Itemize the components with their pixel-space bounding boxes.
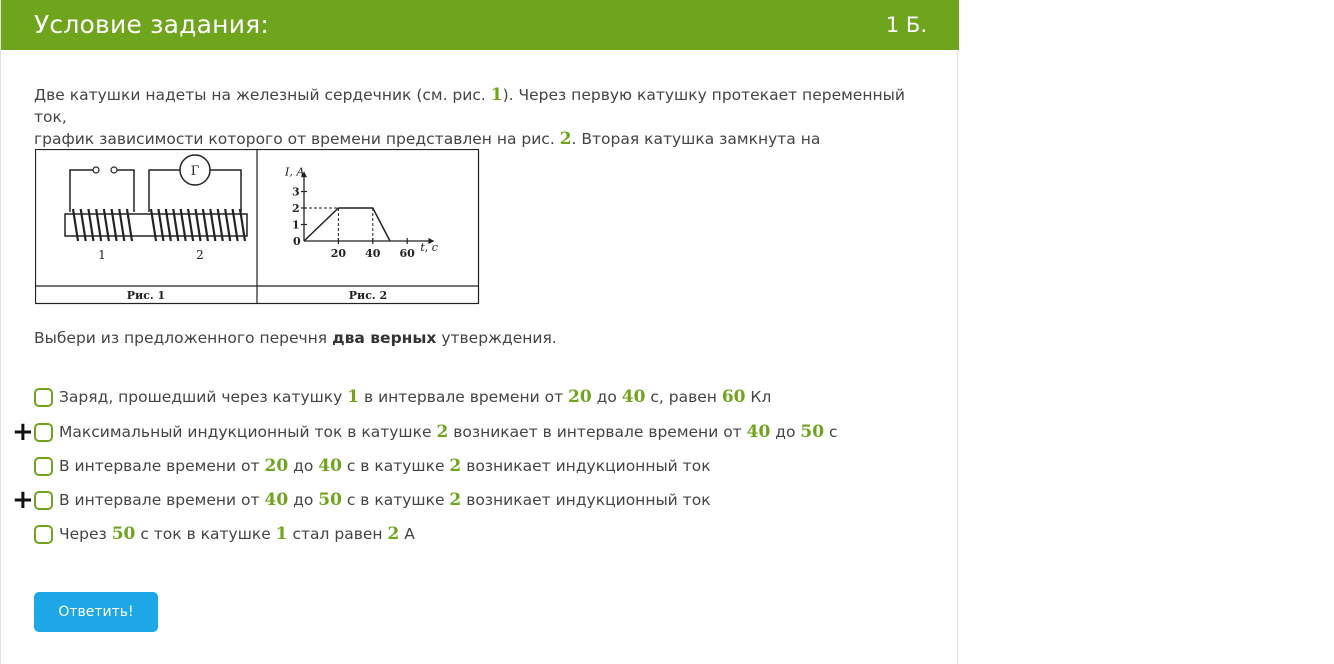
option-number: 40 bbox=[264, 490, 289, 510]
y-axis-label: I, А bbox=[285, 165, 305, 179]
x-axis-label: t, с bbox=[420, 241, 438, 254]
option-text: в интервале времени от bbox=[359, 388, 569, 406]
prompt-number: 2 bbox=[559, 129, 572, 149]
option-number: 1 bbox=[275, 524, 288, 544]
points-badge: 1 Б. bbox=[885, 13, 927, 37]
plus-mark: + bbox=[12, 417, 34, 447]
prompt-text: . Вторая катушка замкнута на bbox=[571, 130, 821, 148]
option-number: 2 bbox=[449, 490, 462, 510]
instruction-text: Выбери из предложенного перечня bbox=[34, 329, 333, 347]
y-tick-label: 3 bbox=[292, 185, 300, 199]
option-text: с в катушке bbox=[341, 491, 450, 509]
option-text: возникает индукционный ток bbox=[461, 491, 711, 509]
option-number: 50 bbox=[800, 422, 825, 442]
option-text: до bbox=[591, 388, 622, 406]
coil-1-label: 1 bbox=[98, 248, 106, 262]
option-number: 1 bbox=[347, 387, 360, 407]
y-tick-label: 1 bbox=[292, 218, 300, 232]
y-tick-label: 2 bbox=[292, 202, 300, 215]
instruction bbox=[34, 327, 557, 349]
prompt-text: ). Через первую катушку протекает переменный ток, bbox=[34, 86, 905, 126]
answer-option[interactable] bbox=[34, 523, 415, 545]
coil-2-label: 2 bbox=[196, 248, 204, 262]
x-tick-label: 60 bbox=[399, 247, 415, 260]
plus-mark: + bbox=[12, 485, 34, 515]
option-text: возникает индукционный ток bbox=[461, 457, 711, 475]
x-tick-label: 40 bbox=[365, 247, 381, 260]
option-text: В интервале времени от bbox=[59, 491, 265, 509]
option-number: 20 bbox=[264, 456, 289, 476]
option-number: 2 bbox=[436, 422, 449, 442]
task-header bbox=[1, 0, 959, 50]
terminal bbox=[93, 167, 99, 173]
x-tick-label: 20 bbox=[330, 247, 347, 260]
option-checkbox[interactable] bbox=[34, 457, 53, 476]
option-number: 50 bbox=[318, 490, 342, 510]
option-text: до bbox=[288, 457, 319, 475]
task-title: Условие задания: bbox=[34, 10, 270, 39]
option-text: Через bbox=[59, 525, 112, 543]
option-checkbox[interactable] bbox=[34, 423, 53, 442]
option-text: до bbox=[288, 491, 319, 509]
fig2-caption: Рис. 2 bbox=[348, 289, 388, 302]
instruction-emphasis: два верных bbox=[332, 329, 437, 347]
instruction-text: утверждения. bbox=[436, 329, 557, 347]
option-number: 2 bbox=[449, 456, 462, 476]
option-checkbox[interactable] bbox=[34, 388, 53, 407]
option-text: стал равен bbox=[287, 525, 388, 543]
answer-option[interactable] bbox=[34, 386, 771, 408]
option-checkbox[interactable] bbox=[34, 491, 53, 510]
answer-option[interactable] bbox=[34, 455, 711, 477]
option-text: Заряд, прошедший через катушку bbox=[59, 388, 348, 406]
fig1-caption: Рис. 1 bbox=[126, 289, 166, 302]
prompt-text: график зависимости которого от времени представлен на рис. bbox=[34, 130, 560, 148]
option-text: с, равен bbox=[645, 388, 722, 406]
option-text: возникает в интервале времени от bbox=[448, 423, 747, 441]
option-text: с в катушке bbox=[341, 457, 450, 475]
option-text: Кл bbox=[745, 388, 772, 406]
option-number: 50 bbox=[111, 524, 136, 544]
option-number: 40 bbox=[318, 456, 342, 476]
option-number: 40 bbox=[746, 422, 771, 442]
answer-option[interactable] bbox=[34, 489, 711, 511]
prompt-text: Две катушки надеты на железный сердечник (см. рис. bbox=[34, 86, 491, 104]
submit-button[interactable]: Ответить! bbox=[34, 592, 158, 632]
option-number: 2 bbox=[387, 524, 400, 544]
task-figure bbox=[35, 149, 480, 305]
option-number: 60 bbox=[721, 387, 746, 407]
option-text: с bbox=[824, 423, 838, 441]
option-text: А bbox=[399, 525, 415, 543]
option-number: 40 bbox=[621, 387, 646, 407]
origin-label: 0 bbox=[293, 235, 301, 248]
option-checkbox[interactable] bbox=[34, 525, 53, 544]
option-text: Максимальный индукционный ток в катушке bbox=[59, 423, 437, 441]
galvanometer-label: Г bbox=[190, 164, 200, 179]
option-text: до bbox=[770, 423, 801, 441]
option-number: 20 bbox=[568, 387, 592, 407]
option-text: с ток в катушке bbox=[135, 525, 276, 543]
terminal bbox=[111, 167, 117, 173]
prompt-number: 1 bbox=[490, 85, 503, 105]
answer-option[interactable] bbox=[34, 421, 838, 443]
option-text: В интервале времени от bbox=[59, 457, 265, 475]
